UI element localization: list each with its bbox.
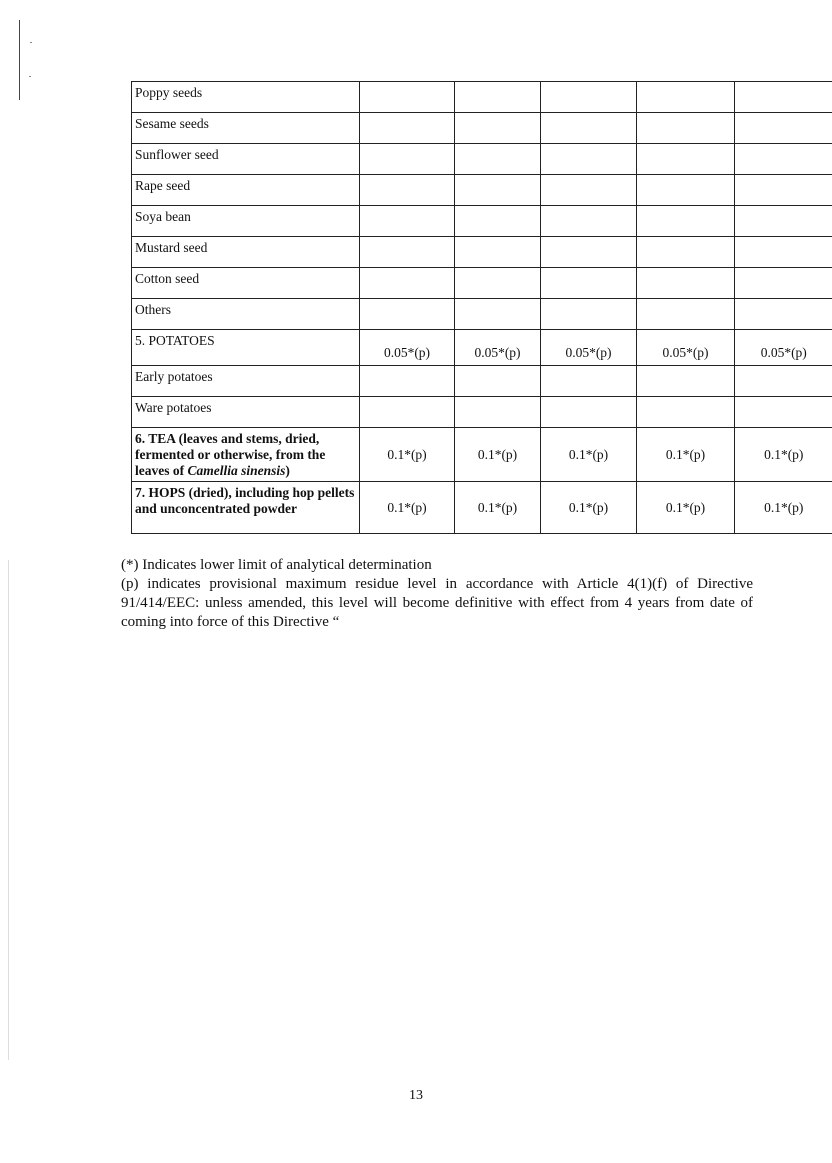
row-value-cell [541,144,637,175]
row-label: Sesame seeds [132,113,360,144]
row-value-cell: 0.05*(p) [360,330,455,366]
row-value-cell [360,268,455,299]
row-label: Soya bean [132,206,360,237]
row-value-cell [360,144,455,175]
row-value-cell [360,397,455,428]
row-value-cell [541,268,637,299]
footnotes [121,556,753,632]
row-value-cell [637,366,735,397]
row-value-cell [455,397,541,428]
row-value-cell: 0.1*(p) [455,428,541,482]
row-value-cell [735,206,832,237]
row-value-cell [735,113,832,144]
row-value-cell [360,206,455,237]
footnote-provisional: (p) indicates provisional maximum residue level in accordance with Article 4(1)(f) of Directive 91/414/EEC: unless amended, this level will become definitive with effect from 4 years from date of coming into force of this Directive “ [121,576,753,630]
row-value-cell: 0.1*(p) [637,428,735,482]
table-row [132,82,832,113]
row-label: Poppy seeds [132,82,360,113]
row-value-cell [735,299,832,330]
table-row [132,482,832,534]
row-value-cell [541,237,637,268]
row-label: 6. TEA (leaves and stems, dried, fermented or otherwise, from the leaves of Camellia sinensis) [132,428,360,482]
row-label: Early potatoes [132,366,360,397]
row-value-cell [637,237,735,268]
scan-margin-line [19,20,20,100]
row-value-cell: 0.05*(p) [541,330,637,366]
row-value-cell [455,366,541,397]
row-value-cell [735,397,832,428]
row-value-cell [637,299,735,330]
row-value-cell [637,175,735,206]
row-value-cell [360,113,455,144]
row-value-cell [455,82,541,113]
row-value-cell [455,237,541,268]
row-value-cell: 0.05*(p) [455,330,541,366]
row-value-cell [541,366,637,397]
scan-margin-shadow [8,560,9,1060]
scan-speck [30,42,32,43]
row-label: Ware potatoes [132,397,360,428]
row-value-cell [455,144,541,175]
row-value-cell: 0.05*(p) [637,330,735,366]
page-number: 13 [409,1088,423,1103]
row-value-cell [541,113,637,144]
table-row [132,175,832,206]
row-value-cell [735,268,832,299]
table-row [132,299,832,330]
row-value-cell [735,237,832,268]
residue-limits-table [131,81,832,534]
row-value-cell [637,268,735,299]
table-row [132,428,832,482]
table-row [132,113,832,144]
row-value-cell [455,299,541,330]
row-value-cell [637,82,735,113]
row-label: Cotton seed [132,268,360,299]
row-value-cell [360,175,455,206]
row-value-cell [360,237,455,268]
row-value-cell [735,144,832,175]
row-value-cell [455,206,541,237]
row-label: Rape seed [132,175,360,206]
row-value-cell: 0.1*(p) [637,482,735,534]
row-value-cell [360,82,455,113]
row-value-cell [735,366,832,397]
row-value-cell [541,175,637,206]
row-value-cell [541,299,637,330]
table-row [132,397,832,428]
row-value-cell: 0.1*(p) [735,482,832,534]
row-value-cell [637,144,735,175]
row-value-cell [735,82,832,113]
row-value-cell [541,397,637,428]
table-row [132,268,832,299]
row-value-cell [637,397,735,428]
row-value-cell: 0.1*(p) [360,428,455,482]
table-row [132,330,832,366]
row-value-cell: 0.1*(p) [541,428,637,482]
row-label: 5. POTATOES [132,330,360,366]
row-value-cell: 0.1*(p) [360,482,455,534]
row-value-cell [455,113,541,144]
row-value-cell [360,299,455,330]
row-value-cell: 0.05*(p) [735,330,832,366]
row-value-cell: 0.1*(p) [541,482,637,534]
row-value-cell [455,175,541,206]
row-value-cell [360,366,455,397]
row-value-cell [637,206,735,237]
footnote-lower-limit: (*) Indicates lower limit of analytical determination [121,557,432,573]
row-value-cell [541,82,637,113]
row-label: 7. HOPS (dried), including hop pellets and unconcentrated powder [132,482,360,534]
row-value-cell: 0.1*(p) [735,428,832,482]
scan-speck [29,76,31,77]
row-label: Others [132,299,360,330]
table-row [132,366,832,397]
table-row [132,144,832,175]
row-label: Sunflower seed [132,144,360,175]
row-value-cell [541,206,637,237]
table-row [132,237,832,268]
table-body [132,82,832,534]
row-value-cell: 0.1*(p) [455,482,541,534]
row-value-cell [637,113,735,144]
row-label: Mustard seed [132,237,360,268]
row-value-cell [735,175,832,206]
table-row [132,206,832,237]
row-value-cell [455,268,541,299]
